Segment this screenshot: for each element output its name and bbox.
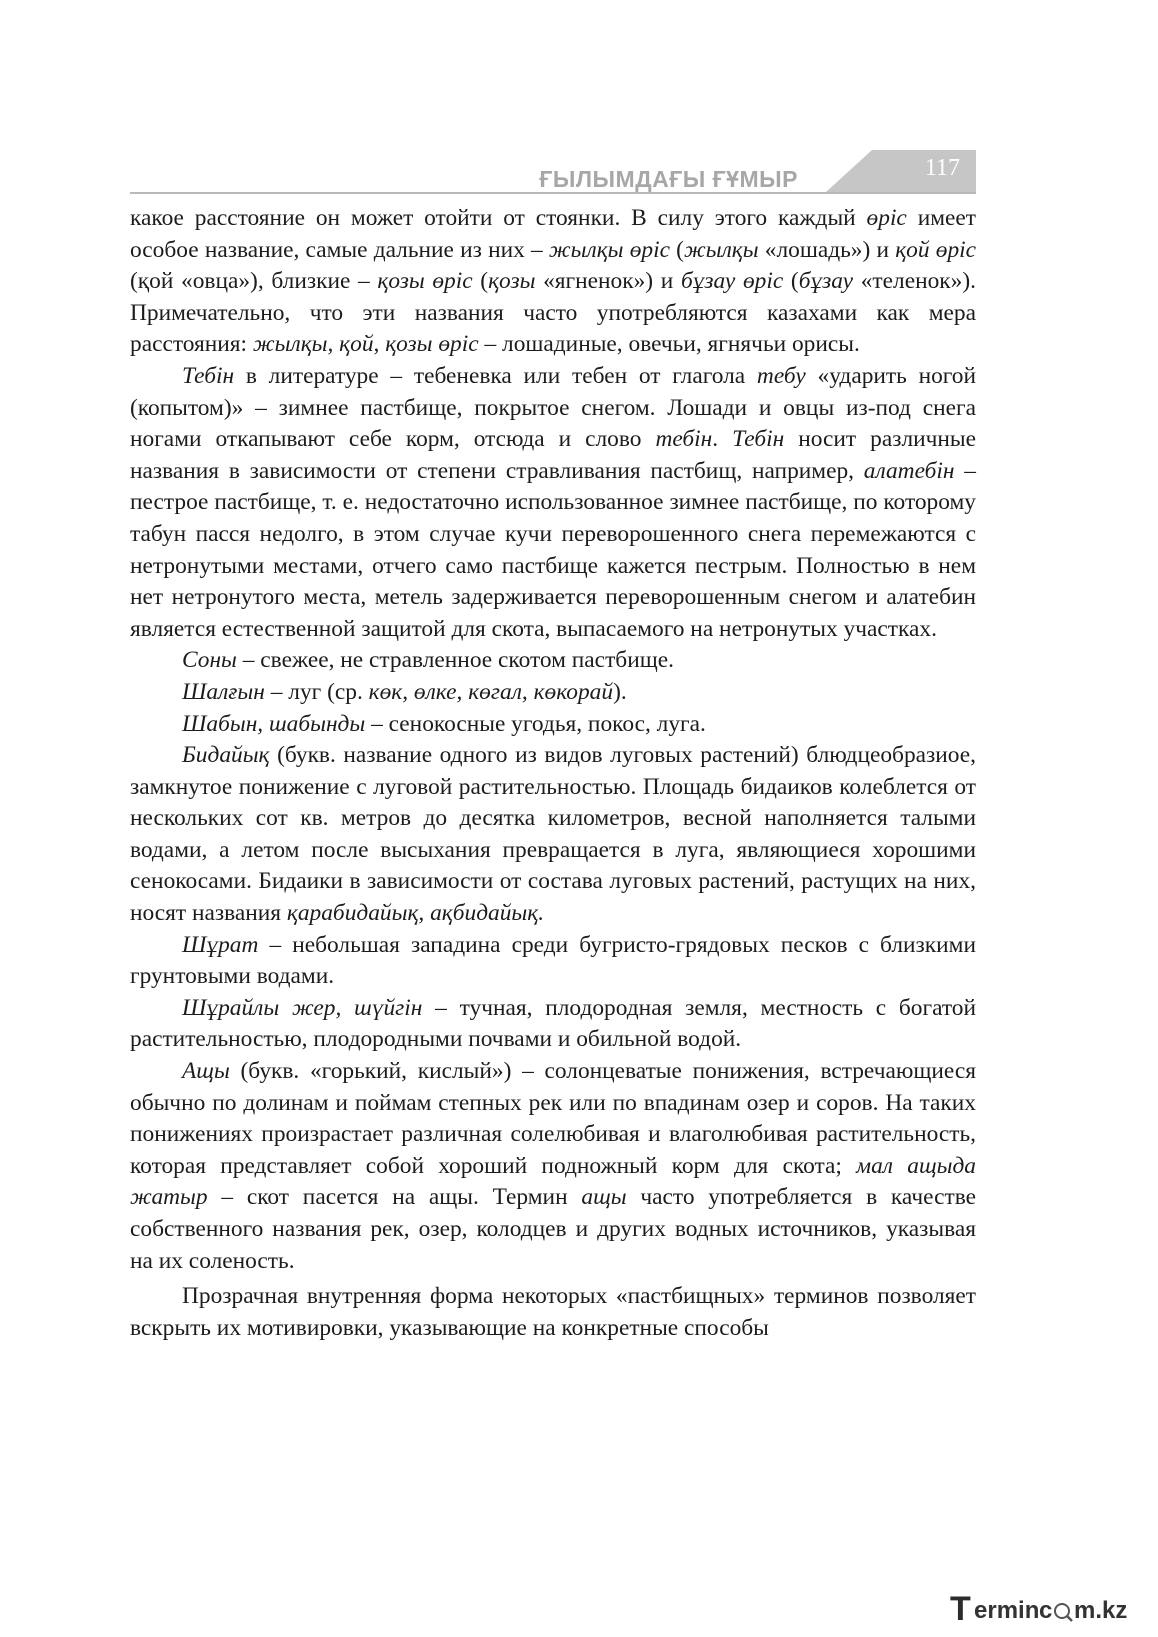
- italic-term: тебу: [756, 362, 806, 389]
- italic-term: Шалғын: [182, 678, 265, 705]
- text-run: – тучная, плодородная земля, местность с богатой растительностью, плодородными почвами и обильной водой.: [130, 994, 976, 1053]
- italic-term: қой өріс: [895, 236, 977, 263]
- page-number: 117: [924, 155, 960, 181]
- italic-term: Бидайық: [182, 742, 270, 769]
- text-run: (қой «овца»), близкие –: [130, 268, 378, 295]
- text-run: (: [472, 268, 489, 295]
- paragraph: [130, 930, 976, 993]
- watermark-t-letter: T: [950, 1590, 971, 1628]
- text-run: – небольшая западина среди бугристо-грядовых песков с близкими грунтовыми водами.: [130, 931, 976, 990]
- text-run: (: [669, 236, 684, 263]
- text-run: – скот пасется на ащы. Термин: [207, 1184, 582, 1211]
- watermark-graphic: [948, 1585, 1148, 1629]
- paragraph: [130, 1281, 976, 1344]
- text-run: (букв. «горький, кислый») – солонцеватые понижения, встречающиеся обычно по долинам и поймам степных рек или по впадинам озер и соров. На таких понижениях произрастает различная солелюбивая и влаголюбивая растительность, которая представляет собой хороший подножный корм для скота;: [130, 1058, 976, 1179]
- italic-term: Тебін: [732, 426, 785, 453]
- watermark-word-1: ermin: [974, 1597, 1040, 1624]
- text-run: (: [783, 268, 799, 295]
- paragraph: [130, 203, 976, 361]
- italic-term: тебін: [655, 426, 713, 453]
- italic-term: Шұрайлы жер, шүйгін: [182, 994, 423, 1021]
- text-run: часто употребляется в качестве собственного названия рек, озер, колодцев и других водных источников, указывая на их соленость.: [130, 1184, 976, 1274]
- italic-term: қозы өріс: [377, 268, 473, 295]
- magnifier-icon: [1055, 1604, 1072, 1621]
- text-run: носит различные названия в зависимости от степени стравливания пастбищ, например,: [130, 426, 977, 484]
- italic-term: Шабын, шабынды: [182, 710, 366, 737]
- text-run: – луг (ср.: [264, 678, 369, 705]
- italic-term: Ащы: [182, 1058, 230, 1085]
- italic-term: өріс: [866, 205, 907, 231]
- italic-term: Соны: [182, 647, 237, 674]
- running-header: [130, 148, 976, 196]
- italic-term: жылқы өріс: [548, 236, 670, 263]
- text-run: – лошадиные, овечьи, ягнячьи орисы.: [478, 331, 860, 358]
- italic-term: мал ащыда жатыр: [130, 1152, 976, 1211]
- text-run: имеет особое название, самые дальние из них –: [130, 205, 976, 263]
- text-run: .: [712, 426, 733, 453]
- text-run: «ударить ногой (копытом)» – зимнее пастбище, покрытое снегом. Лошади и овцы из-под снега ногами откапывают себе корм, отсюда и слово: [130, 362, 977, 453]
- watermark-word-2: m.kz: [1074, 1597, 1128, 1624]
- text-run: «ягненок») и: [535, 268, 681, 295]
- italic-term: бұзау: [798, 268, 854, 295]
- watermark-c-letter: c: [1039, 1597, 1053, 1624]
- italic-term: көк, өлке, көгал, көкорай: [368, 678, 614, 705]
- text-run: – сенокосные угодья, покос, луга.: [365, 710, 706, 737]
- paragraph: [130, 709, 976, 741]
- italic-term: ащы: [581, 1184, 627, 1211]
- text-run: в литературе – тебеневка или тебен от глагола: [234, 362, 757, 389]
- text-run: – свежее, не стравленное скотом пастбище.: [236, 647, 674, 674]
- text-run: (букв. название одного из видов луговых растений) блюдцеобразиое, замкнутое понижение с луговой растительностью. Площадь бидаиков колеблется от нескольких сот кв. метров до десятка километров, весной наполняется талыми водами, а летом после высыхания превращается в луга, являющиеся хорошими сенокосами. Бидаики в зависимости от состава луговых растений, растущих на них, носят названия: [130, 742, 976, 927]
- italic-term: Тебін: [182, 362, 235, 389]
- italic-term: жылқы, қой, қозы өріс: [252, 331, 479, 358]
- body-text: [130, 203, 976, 1344]
- paragraph: [130, 1056, 976, 1277]
- text-run: «лошадь») и: [758, 236, 896, 263]
- header-title: ҒЫЛЫМДАҒЫ ҒҰМЫР: [539, 166, 798, 192]
- italic-term: қозы: [488, 268, 536, 295]
- italic-term: Шұрат: [182, 931, 259, 958]
- italic-term: жылқы: [683, 236, 759, 263]
- paragraph: [130, 993, 976, 1056]
- text-run: ).: [613, 678, 627, 705]
- paragraph: [130, 677, 976, 709]
- paragraph: [130, 740, 976, 930]
- paragraph: [130, 361, 976, 645]
- paragraph: [130, 645, 976, 677]
- page-number-tab: [826, 150, 976, 192]
- watermark-logo: [948, 1585, 1148, 1629]
- text-run: «теленок»). Примечательно, что эти названия часто употребляются казахами как мера расстояния:: [130, 268, 976, 358]
- text-run: какое расстояние он может отойти от стоянки. В силу этого каждый: [130, 205, 867, 231]
- italic-term: қарабидайық, ақбидайық.: [286, 900, 545, 927]
- italic-term: алатебін: [863, 457, 955, 484]
- italic-term: бұзау өріс: [680, 268, 784, 295]
- text-run: Прозрачная внутренняя форма некоторых «пастбищных» терминов позволяет вскрыть их мотивировки, указывающие на конкретные способы: [130, 1283, 976, 1341]
- text-run: – пестрое пастбище, т. е. недостаточно использованное зимнее пастбище, по которому табун пасся недолго, в этом случае кучи переворошенного снега перемежаются с нетронутыми местами, отчего само пастбище кажется пестрым. Полностью в нем нет нетронутого места, метель задерживается переворошенным снегом и алатебин является естественной защитой для скота, выпасаемого на нетронутых участках.: [130, 457, 976, 642]
